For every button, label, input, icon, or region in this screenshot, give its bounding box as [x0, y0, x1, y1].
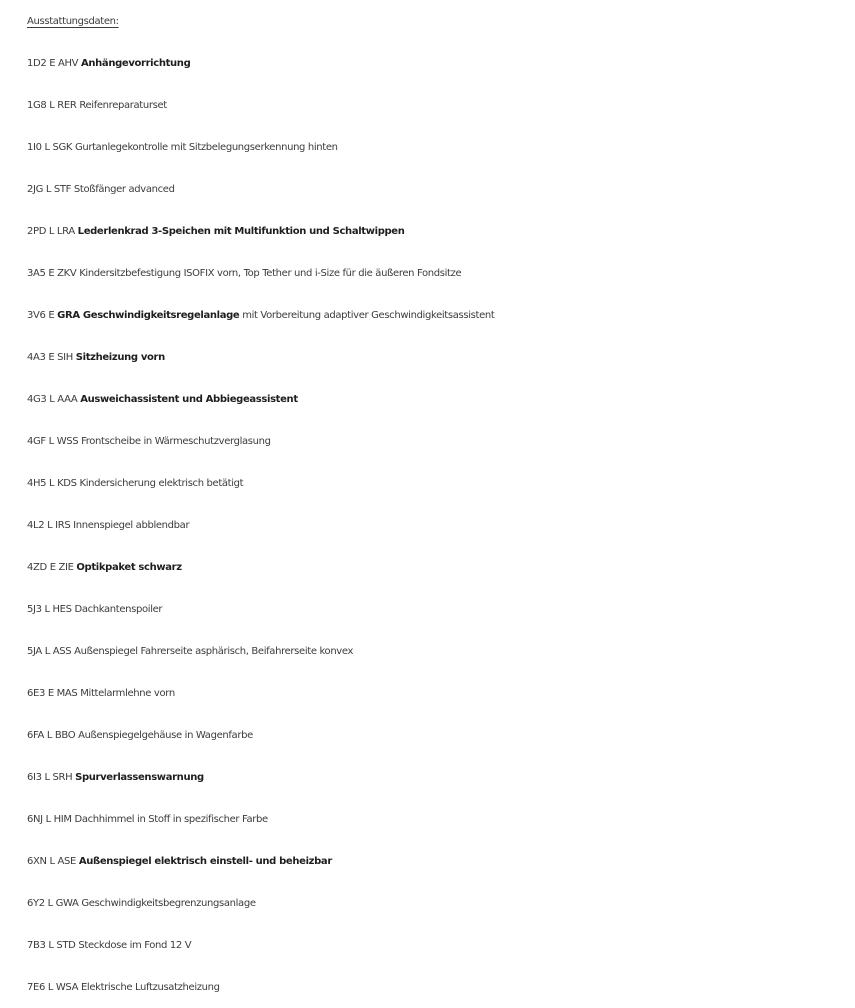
equipment-description-bold: Sitzheizung vorn [75, 352, 165, 363]
equipment-item [27, 850, 855, 874]
equipment-item [27, 766, 855, 790]
equipment-item [27, 892, 855, 916]
equipment-description-bold: Spurverlassenswarnung [75, 772, 204, 783]
equipment-description: Elektrische Luftzusatzheizung [80, 982, 220, 993]
equipment-description: Innenspiegel abblendbar [73, 520, 190, 531]
equipment-description: Kindersitzbefestigung ISOFIX vorn, Top Tether und i-Size für die äußeren Fondsitze [79, 268, 462, 279]
equipment-description: Mittelarmlehne vorn [80, 688, 175, 699]
equipment-code: 6XN L ASE [27, 856, 76, 867]
equipment-description-bold: Optikpaket schwarz [76, 562, 182, 573]
equipment-item [27, 808, 855, 832]
equipment-code: 3A5 E ZKV [27, 268, 77, 279]
equipment-code: 2PD L LRA [27, 226, 75, 237]
equipment-code: 4G3 L AAA [27, 394, 78, 405]
equipment-item [27, 94, 855, 118]
equipment-item [27, 262, 855, 286]
equipment-item [27, 388, 855, 412]
equipment-description: mit Vorbereitung adaptiver Geschwindigkeitsassistent [242, 310, 495, 321]
equipment-code: 1D2 E AHV [27, 58, 79, 69]
equipment-item [27, 52, 855, 76]
equipment-code: 1G8 L RER [27, 100, 77, 111]
equipment-item [27, 598, 855, 622]
equipment-code: 4A3 E SIH [27, 352, 73, 363]
equipment-description: Steckdose im Fond 12 V [78, 940, 192, 951]
equipment-item [27, 976, 855, 1000]
equipment-item [27, 724, 855, 748]
equipment-code: 4H5 L KDS [27, 478, 77, 489]
equipment-code: 4L2 L IRS [27, 520, 71, 531]
equipment-code: 6FA L BBO [27, 730, 76, 741]
equipment-code: 5JA L ASS [27, 646, 72, 657]
equipment-code: 6E3 E MAS [27, 688, 78, 699]
equipment-item [27, 682, 855, 706]
equipment-item [27, 934, 855, 958]
equipment-description: Dachhimmel in Stoff in spezifischer Farbe [74, 814, 268, 825]
equipment-item [27, 136, 855, 160]
equipment-code: 1I0 L SGK [27, 142, 73, 153]
equipment-code: 5J3 L HES [27, 604, 72, 615]
equipment-code: 6NJ L HIM [27, 814, 72, 825]
equipment-code: 7B3 L STD [27, 940, 76, 951]
equipment-item [27, 220, 855, 244]
equipment-list [27, 52, 855, 1000]
equipment-item [27, 346, 855, 370]
equipment-description: Frontscheibe in Wärmeschutzverglasung [81, 436, 271, 447]
section-heading: Ausstattungsdaten: [27, 16, 119, 27]
equipment-code: 3V6 E [27, 310, 55, 321]
equipment-description-bold: Lederlenkrad 3-Speichen mit Multifunktion und Schaltwippen [77, 226, 405, 237]
equipment-description: Kindersicherung elektrisch betätigt [79, 478, 244, 489]
equipment-description-bold: Ausweichassistent und Abbiegeassistent [80, 394, 298, 405]
equipment-description-bold: GRA Geschwindigkeitsregelanlage [57, 310, 240, 321]
equipment-description-bold: Außenspiegel elektrisch einstell- und beheizbar [78, 856, 332, 867]
equipment-item [27, 640, 855, 664]
equipment-description: Dachkantenspoiler [74, 604, 163, 615]
equipment-code: 6I3 L SRH [27, 772, 73, 783]
equipment-description-bold: Anhängevorrichtung [81, 58, 191, 69]
equipment-code: 7E6 L WSA [27, 982, 79, 993]
equipment-item [27, 178, 855, 202]
equipment-code: 6Y2 L GWA [27, 898, 79, 909]
equipment-code: 2JG L STF [27, 184, 72, 195]
equipment-description: Gurtanlegekontrolle mit Sitzbelegungserkennung hinten [74, 142, 338, 153]
equipment-code: 4ZD E ZIE [27, 562, 74, 573]
equipment-item [27, 514, 855, 538]
equipment-item [27, 472, 855, 496]
equipment-item [27, 304, 855, 328]
equipment-description: Stoßfänger advanced [73, 184, 175, 195]
equipment-description: Reifenreparaturset [79, 100, 167, 111]
equipment-item [27, 430, 855, 454]
equipment-description: Außenspiegelgehäuse in Wagenfarbe [78, 730, 253, 741]
equipment-description: Außenspiegel Fahrerseite asphärisch, Beifahrerseite konvex [74, 646, 354, 657]
equipment-code: 4GF L WSS [27, 436, 79, 447]
equipment-description: Geschwindigkeitsbegrenzungsanlage [81, 898, 256, 909]
equipment-item [27, 556, 855, 580]
